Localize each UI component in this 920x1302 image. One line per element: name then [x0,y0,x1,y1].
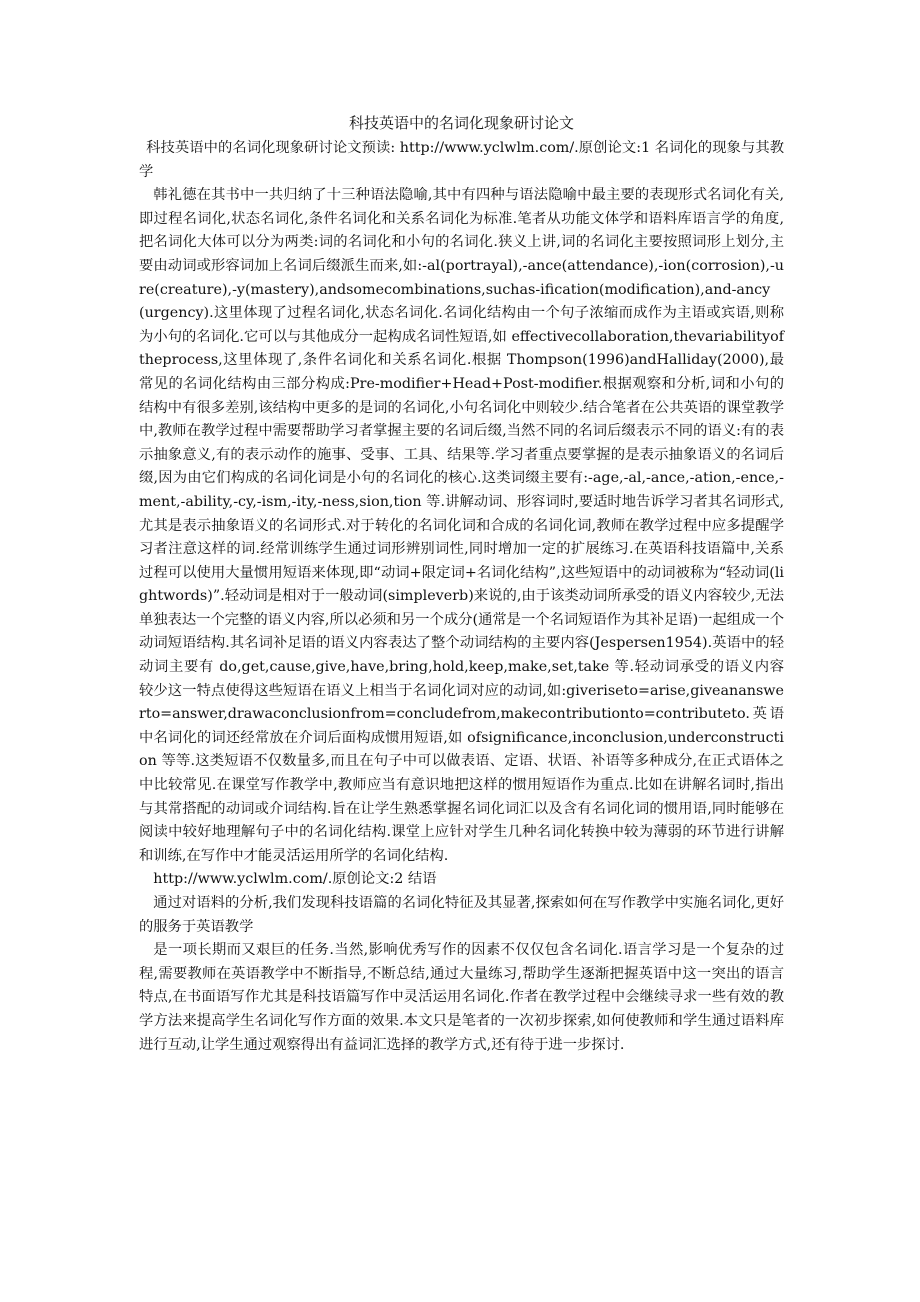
document-page [139,112,784,1057]
body-paragraph-nominalization: 韩礼德在其书中一共归纳了十三种语法隐喻,其中有四种与语法隐喻中最主要的表现形式名词化有关,即过程名词化,状态名词化,条件名词化和关系名词化为标准.笔者从功能文体学和语料库语言学的角度,把名词化大体可以分为两类:词的名词化和小句的名词化.狭义上讲,词的名词化主要按照词形上划分,主要由动词或形容词加上名词后缀派生而来,如:-al(portrayal),-ance(attendance),-ion(corrosion),-ure(creature),-y(mastery),andsomecombinations,suchas-ification(modification),and-ancy(urgency).这里体现了过程名词化,状态名词化.名词化结构由一个句子浓缩而成作为主语或宾语,则称为小句的名词化.它可以与其他成分一起构成名词性短语,如 effectivecollaboration,thevariabilityoftheprocess,这里体现了,条件名词化和关系名词化.根据 Thompson(1996)andHalliday(2000),最常见的名词化结构由三部分构成:Pre-modifier+Head+Post-modifier.根据观察和分析,词和小句的结构中有很多差别,该结构中更多的是词的名词化,小句名词化中则较少.结合笔者在公共英语的课堂教学中,教师在教学过程中需要帮助学习者掌握主要的名词后缀,当然不同的名词后缀表示不同的语义:有的表示抽象意义,有的表示动作的施事、受事、工具、结果等.学习者重点要掌握的是表示抽象语义的名词后缀,因为由它们构成的名词化词是小句的名词化的核心.这类词缀主要有:-age,-al,-ance,-ation,-ence,-ment,-ability,-cy,-ism,-ity,-ness,sion,tion 等.讲解动词、形容词时,要适时地告诉学习者其名词形式,尤其是表示抽象语义的名词形式.对于转化的名词化词和合成的名词化词,教师在教学过程中应多提醒学习者注意这样的词.经常训练学生通过词形辨别词性,同时增加一定的扩展练习.在英语科技语篇中,关系过程可以使用大量惯用短语来体现,即“动词+限定词+名词化结构”,这些短语中的动词被称为“轻动词(lightwords)”.轻动词是相对于一般动词(simpleverb)来说的,由于该类动词所承受的语义内容较少,无法单独表达一个完整的语义内容,所以必须和另一个成分(通常是一个名词短语作为其补足语)一起组成一个动词短语结构.其名词补足语的语义内容表达了整个动词结构的主要内容(Jespersen1954).英语中的轻动词主要有 do,get,cause,give,have,bring,hold,keep,make,set,take 等.轻动词承受的语义内容较少这一特点使得这些短语在语义上相当于名词化词对应的动词,如:giveriseto=arise,giveananswerto=answer,drawaconclusionfrom=concludefrom,makecontributionto=contributeto.英语中名词化的词还经常放在介词后面构成惯用短语,如 ofsignificance,inconclusion,underconstruction 等等.这类短语不仅数量多,而且在句子中可以做表语、定语、状语、补语等多种成分,在正式语体之中比较常见.在课堂写作教学中,教师应当有意识地把这样的惯用短语作为重点.比如在讲解名词时,指出与其常搭配的动词或介词结构.旨在让学生熟悉掌握名词化词汇以及含有名词化词的惯用语,同时能够在阅读中较好地理解句子中的名词化结构.课堂上应针对学生几种名词化转换中较为薄弱的环节进行讲解和训练,在写作中才能灵活运用所学的名词化结构. [139,187,784,864]
conclusion-paragraph-1: 通过对语料的分析,我们发现科技语篇的名词化特征及其显著,探索如何在写作教学中实施名词化,更好的服务于英语教学 [139,895,784,935]
conclusion-paragraph-2: 是一项长期而又艰巨的任务.当然,影响优秀写作的因素不仅仅包含名词化.语言学习是一个复杂的过程,需要教师在英语教学中不断指导,不断总结,通过大量练习,帮助学生逐渐把握英语中这一突出的语言特点,在书面语写作尤其是科技语篇写作中灵活运用名词化.作者在教学过程中会继续寻求一些有效的教学方法来提高学生名词化写作方面的效果.本文只是笔者的一次初步探索,如何使教师和学生通过语料库进行互动,让学生通过观察得出有益词汇选择的教学方式,还有待于进一步探讨. [139,942,784,1053]
document-title: 科技英语中的名词化现象研讨论文 [348,114,574,132]
intro-paragraph: 科技英语中的名词化现象研讨论文预读: http://www.yclwlm.com/.原创论文:1 名词化的现象与其教学 [139,140,784,180]
section-heading-conclusion: http://www.yclwlm.com/.原创论文:2 结语 [153,871,437,888]
